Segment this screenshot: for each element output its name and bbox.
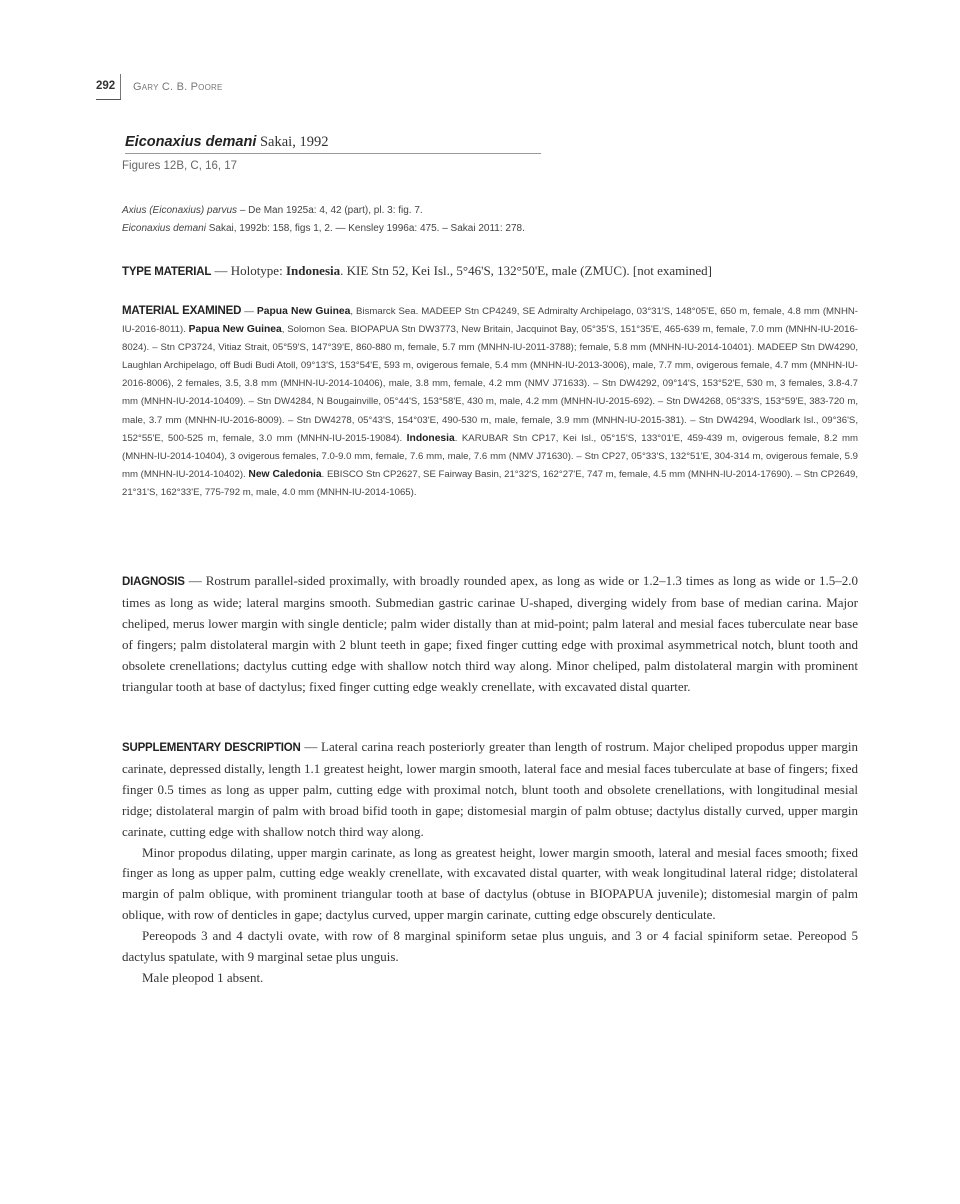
diagnosis-paragraph bbox=[122, 571, 858, 697]
section-dash: — bbox=[241, 306, 257, 317]
locality-text: . EBISCO Stn CP2627, SE Fairway Basin, 21°32'S, 162°27'E, 747 m, female, 4.5 mm (MNHN-IU-2014-17690). – Stn CP2649, 21°31'S, 162°33'E, 775-792 m, male, 4.0 mm (MNHN-IU-2014-1065). bbox=[122, 468, 858, 498]
section-dash: — bbox=[300, 739, 322, 754]
description-paragraph: Minor propodus dilating, upper margin carinate, as long as greatest height, lower margin smooth, lateral and mesial faces smooth; fixed finger as long as upper palm, cutting edge weakly crenellate, with excavated distal quarter, with weak longitudinal lateral ridge; distolateral margin of palm oblique, with prominent triangular tooth at base of dactylus (obtuse in BIOPAPUA juvenile); distomesial margin of palm oblique, with row of denticles in gape; dactylus curved, upper margin carinate, cutting edge obscurely denticulate. bbox=[122, 844, 858, 923]
locality-text: , Solomon Sea. BIOPAPUA Stn DW3773, New Britain, Jacquinot Bay, 05°35'S, 151°35'E, 465-639 m, female, 7.0 mm (MNHN-IU-2016-8024). – Stn CP3724, Vitiaz Strait, 05°59'S, 147°39'E, 860-880 m, female, 5.7 mm (MNHN-IU-2011-3788); female, 5.8 mm (MNHN-IU-2014-10401). MADEEP Stn DW4290, Laughlan Archipelago, off Budi Budi Atoll, 09°13'S, 153°54'E, 593 m, ovigerous female, 5.4 mm (MNHN-IU-2013-3006), male, 7.7 mm, ovigerous female, 4.7 mm (MNHN-IU-2016-8006), 2 females, 3.5, 3.8 mm (MNHN-IU-2014-10406), male, 3.8 mm, female, 4.2 mm (NMV J71633). – Stn DW4292, 09°14'S, 153°52'E, 530 m, 3 females, 3.8-4.7 mm (MNHN-IU-2014-10409). – Stn DW4284, N Bougainville, 05°44'S, 153°58'E, 430 m, male, 4.2 mm (MNHN-IU-2015-692). – Stn DW4268, 05°33'S, 153°59'E, 383-720 m, male, 3.7 mm (MNHN-IU-2016-8009). – Stn DW4278, 05°43'S, 154°03'E, 490-530 m, male, female, 3.9 mm (MNHN-IU-2015-381). – Stn DW4294, Woodlark Isl., 09°36'S, 152°55'E, 500-525 m, female, 3.0 mm (MNHN-IU-2015-19084). bbox=[122, 324, 858, 444]
page-number: 292 bbox=[96, 80, 116, 92]
synonym-name: Eiconaxius demani bbox=[122, 223, 206, 234]
type-material-label: TYPE MATERIAL bbox=[122, 266, 212, 278]
description-text: Lateral carina reach posteriorly greater than length of rostrum. Major cheliped propodus upper margin carinate, depressed distally, length 1.1 greatest height, lower margin smooth, lateral face and mesial faces tuberculate at base of fingers; fixed finger 0.5 times as long as upper palm, cutting edge with proximal notch, blunt tooth and obsolete crenellations, with longitudinal mesial ridge; distolateral margin of palm with broad bifid tooth in gape; distomesial margin of palm obtuse; dactylus distally curved, upper margin carinate, cutting edge with shallow notch third way along. bbox=[122, 739, 859, 839]
running-header bbox=[96, 74, 396, 104]
synonym-reference: – De Man 1925a: 4, 42 (part), pl. 3: fig. 7. bbox=[237, 205, 423, 216]
synonym-name: Axius (Eiconaxius) parvus bbox=[122, 205, 238, 216]
locality-text: , Bismarck Sea. MADEEP Stn CP4249, SE Admiralty Archipelago, 03°31'S, 148°05'E, 650 m, female, 4.8 mm (MNHN-IU-2016-8011). bbox=[122, 306, 859, 336]
synonymy-entry bbox=[122, 220, 525, 238]
locality-name: Papua New Guinea bbox=[188, 324, 282, 336]
running-head-author: Gary C. B. Poore bbox=[133, 81, 223, 93]
description-paragraph: Pereopods 3 and 4 dactyli ovate, with row of 8 marginal spiniform setae plus unguis, and 3 or 4 facial spiniform setae. Pereopod 5 dactylus spatulate, with 9 marginal setae plus unguis. bbox=[122, 928, 858, 965]
type-material-prefix: Holotype: bbox=[230, 263, 286, 278]
type-material-text: . KIE Stn 52, Kei Isl., 5°46'S, 132°50'E, male (ZMUC). [not examined] bbox=[340, 263, 712, 278]
locality-text: . KARUBAR Stn CP17, Kei Isl., 05°15'S, 133°01'E, 459-439 m, ovigerous female, 8.2 mm (MNHN-IU-2014-10404), 3 ovigerous females, 7.0-9.0 mm, female, 7.6 mm, male, 7.6 mm (NMV J71630). – Stn CP27, 05°33'S, 132°51'E, 304-314 m, ovigerous female, 5.9 mm (MNHN-IU-2014-10402). bbox=[122, 432, 859, 480]
header-vertical-rule bbox=[120, 74, 121, 100]
synonymy-entry bbox=[122, 202, 525, 220]
locality-name: Papua New Guinea bbox=[256, 306, 351, 317]
synonymy-list bbox=[122, 202, 525, 238]
synonym-reference: Sakai, 1992b: 158, figs 1, 2. — Kensley 1996a: 475. – Sakai 2011: 278. bbox=[205, 223, 525, 234]
section-dash: — bbox=[184, 573, 206, 588]
supplementary-description-section bbox=[122, 737, 858, 989]
species-binomial: Eiconaxius demani bbox=[125, 134, 257, 150]
type-material-section bbox=[122, 262, 858, 281]
header-underline-rule bbox=[96, 99, 121, 100]
locality-name: New Caledonia bbox=[248, 468, 322, 480]
diagnosis-label: DIAGNOSIS bbox=[122, 576, 185, 588]
species-title bbox=[125, 134, 541, 154]
type-material-country: Indonesia bbox=[285, 263, 341, 278]
diagnosis-text: Rostrum parallel-sided proximally, with broadly rounded apex, as long as wide or 1.2–1.3 times as long as wide or 1.5–2.0 times as long as wide; lateral margins smooth. Submedian gastric carinae U-shaped, diverging widely from base of median carina. Major cheliped, merus lower margin with single denticle; palm wider distally than at mid-point; palm lateral and mesial faces tuberculate near base of fingers; palm distolateral margin with 2 blunt teeth in gape; fixed finger cutting edge with proximal asymmetrical notch, blunt tooth and obsolete crenellations; dactylus cutting edge with shallow notch third way along. Minor cheliped, palm distolateral margin with prominent triangular tooth at base of dactylus; fixed finger cutting edge weakly crenellate, with excavated distal quarter. bbox=[122, 573, 858, 694]
description-paragraph bbox=[122, 737, 858, 843]
locality-name: Indonesia bbox=[406, 432, 455, 444]
material-examined-section bbox=[122, 302, 858, 502]
figure-references: Figures 12B, C, 16, 17 bbox=[122, 160, 238, 172]
supplementary-description-label: SUPPLEMENTARY DESCRIPTION bbox=[122, 742, 301, 754]
diagnosis-section bbox=[122, 571, 858, 697]
description-paragraph: Male pleopod 1 absent. bbox=[142, 969, 264, 985]
species-authority: Sakai, 1992 bbox=[259, 134, 329, 150]
section-dash: — bbox=[211, 263, 231, 278]
species-heading bbox=[125, 134, 541, 154]
material-examined-label: MATERIAL EXAMINED bbox=[122, 305, 242, 317]
